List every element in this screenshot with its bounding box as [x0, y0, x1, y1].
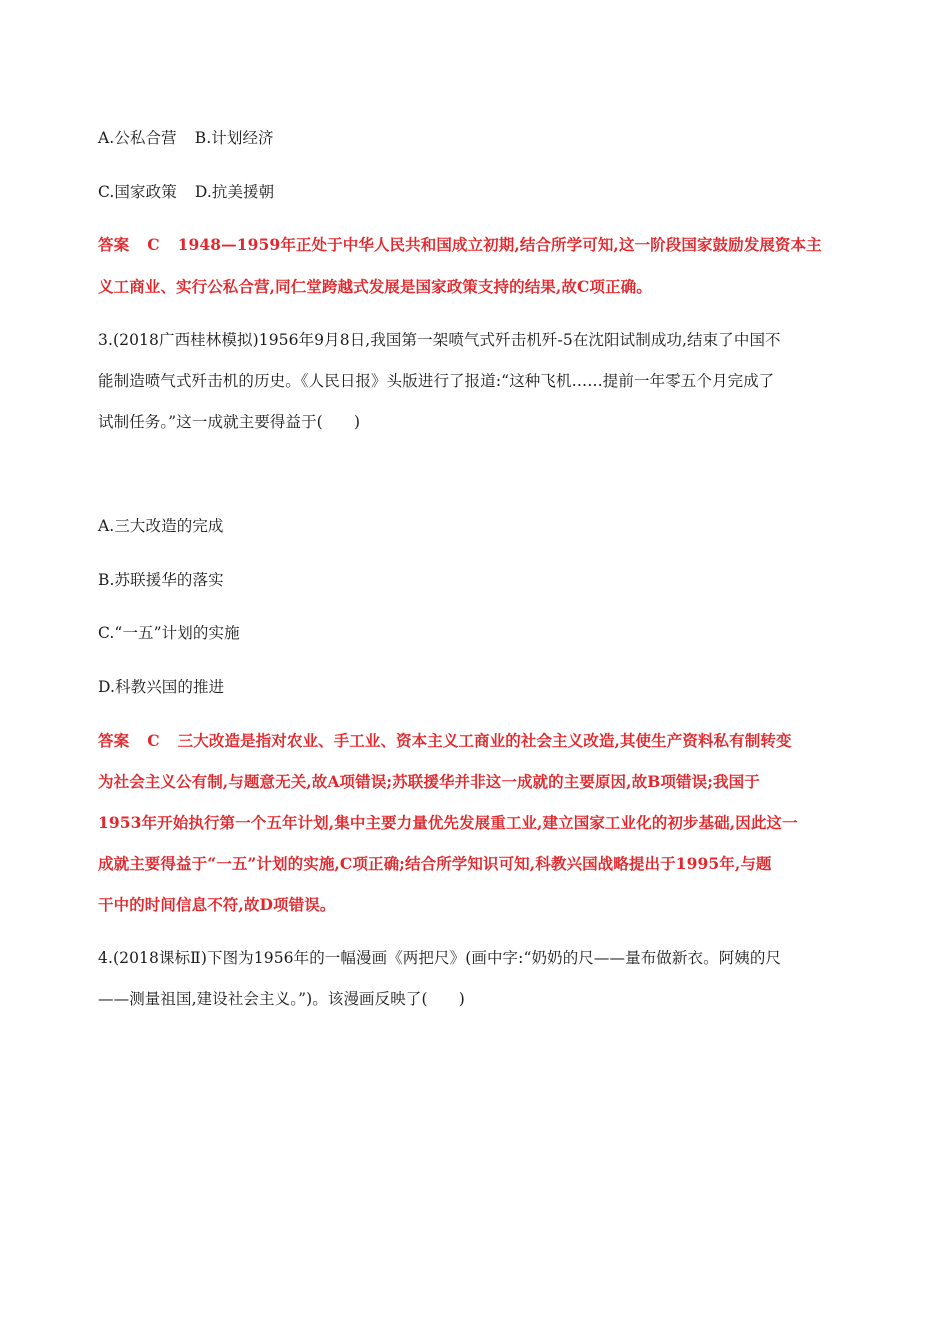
q2-option-a[interactable]: A.公私合营	[98, 129, 177, 147]
q3-answer-text-1: 三大改造是指对农业、手工业、资本主义工商业的社会主义改造,其使生产资料私有制转变	[177, 731, 792, 750]
q3-answer-line-5: 干中的时间信息不符,故D项错误。	[98, 895, 336, 914]
q2-option-c[interactable]: C.国家政策	[98, 183, 177, 201]
q3-answer-line-2: 为社会主义公有制,与题意无关,故A项错误;苏联援华并非这一成就的主要原因,故B项错误;我国于	[98, 772, 760, 791]
q2-answer-text-2: 义工商业、实行公私合营,同仁堂跨越式发展是国家政策支持的结果,故C项正确。	[98, 277, 652, 296]
q3-stem-line-3: 试制任务。”这一成就主要得益于( )	[98, 413, 361, 431]
q3-answer-choice: C	[147, 731, 160, 750]
q2-option-b[interactable]: B.计划经济	[194, 129, 274, 147]
q4-stem-line-1: 4.(2018课标Ⅱ)下图为1956年的一幅漫画《两把尺》(画中字:“奶奶的尺——量布做新衣。阿姨的尺	[98, 949, 782, 967]
q2-answer-choice: C	[147, 235, 160, 254]
q3-option-b[interactable]: B.苏联援华的落实	[98, 571, 224, 589]
q3-option-d[interactable]: D.科教兴国的推进	[98, 678, 225, 696]
q2-answer-text-1: 1948—1959年正处于中华人民共和国成立初期,结合所学可知,这一阶段国家鼓励发展资本主	[177, 235, 822, 254]
q3-option-a[interactable]: A.三大改造的完成	[98, 517, 224, 535]
q2-answer-line-2	[98, 276, 858, 298]
q4-stem-line-2: ——测量祖国,建设社会主义。”)。该漫画反映了( )	[98, 990, 465, 1008]
q3-stem-line-1: 3.(2018广西桂林模拟)1956年9月8日,我国第一架喷气式歼击机歼-5在沈阳试制成功,结束了中国不	[98, 331, 781, 349]
q3-answer-line-3: 1953年开始执行第一个五年计划,集中主要力量优先发展重工业,建立国家工业化的初步基础,因此这一	[98, 813, 798, 832]
q3-option-c[interactable]: C.“一五”计划的实施	[98, 624, 240, 642]
q3-answer-line-4: 成就主要得益于“一五”计划的实施,C项正确;结合所学知识可知,科教兴国战略提出于1995年,与题	[98, 854, 772, 873]
q2-options-row-1	[98, 127, 858, 149]
q2-option-d[interactable]: D.抗美援朝	[194, 183, 275, 201]
q2-answer-label: 答案	[98, 235, 130, 254]
q3-answer-label: 答案	[98, 731, 130, 750]
q3-stem-line-2: 能制造喷气式歼击机的历史。《人民日报》头版进行了报道:“这种飞机……提前一年零五个月完成了	[98, 372, 775, 390]
q2-options-row-2	[98, 181, 858, 203]
q3-answer-line-1	[98, 730, 858, 752]
q2-answer-line-1	[98, 234, 858, 256]
